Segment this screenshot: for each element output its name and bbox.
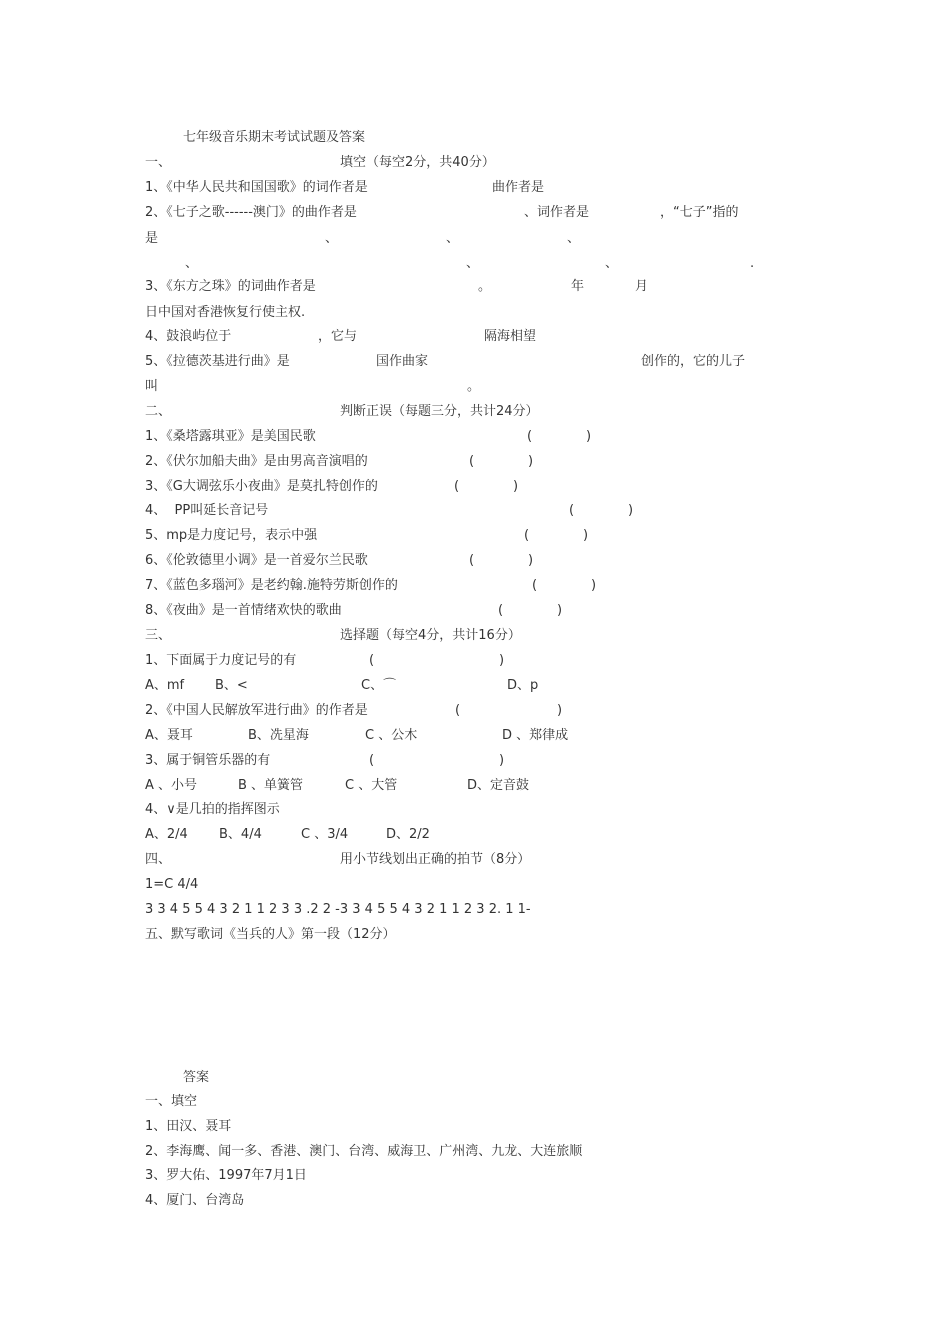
answer-paren-close: ) [499,653,505,668]
q4-text: 4、鼓浪屿位于 [145,329,232,344]
answer-paren-open: ( [469,553,475,568]
answer-paren-close: ) [557,603,563,618]
choice-option: B 、单簧管 [238,778,304,793]
q3-text: 3、《东方之珠》的词曲作者是 [145,279,316,294]
q3-text-c: 日中国对香港恢复行使主权. [145,305,306,320]
q5-text-d: 叫 [145,379,159,394]
judge-item: 1、《桑塔露琪亚》是美国民歌 [145,429,316,444]
judge-item: 5、mp是力度记号，表示中强 [145,528,318,543]
q5-period: 。 [467,379,481,394]
section1-heading: 填空（每空2分，共40分） [340,155,495,170]
q2-separator: 、 [466,256,480,271]
answer-paren-open: ( [498,603,504,618]
answer-paren-open: ( [454,479,460,494]
answer-line: 2、李海鹰、闻一多、香港、澳门、台湾、威海卫、广州湾、九龙、大连旅顺 [145,1144,583,1159]
choice-option: D 、郑律成 [502,728,569,743]
answer-paren-close: ) [628,503,634,518]
answer-line: 3、罗大佑、1997年7月1日 [145,1168,307,1183]
answer-paren-close: ) [557,703,563,718]
judge-item: 6、《伦敦德里小调》是一首爱尔兰民歌 [145,553,368,568]
choice-question: 2、《中国人民解放军进行曲》的作者是 [145,703,368,718]
judge-item: 2、《伏尔加船夫曲》是由男高音演唱的 [145,454,368,469]
answer-paren-open: ( [569,503,575,518]
section2-heading: 判断正误（每题三分，共计24分） [340,404,539,419]
section2-number: 二、 [145,404,172,419]
section3-heading: 选择题（每空4分，共计16分） [340,628,521,643]
q4-text-c: 隔海相望 [484,329,537,344]
choice-option: A、mf [145,678,185,693]
section1-number: 一、 [145,155,172,170]
q2-text-c: ，“七子”指的 [660,205,739,220]
answer-paren-open: ( [532,578,538,593]
q5-text-c: 创作的，它的儿子 [641,354,746,369]
answer-line: 一、填空 [145,1094,198,1109]
answer-paren-close: ) [513,479,519,494]
judge-item: 8、《夜曲》是一首情绪欢快的歌曲 [145,603,342,618]
choice-option: C 、3/4 [301,827,349,842]
q1-text: 1、《中华人民共和国国歌》的词作者是 [145,180,368,195]
section5-heading: 五、默写歌词《当兵的人》第一段（12分） [145,927,396,942]
answer-paren-close: ) [586,429,592,444]
q3-period: 。 [478,279,492,294]
section4-number: 四、 [145,852,172,867]
choice-option: C、⌒ [361,678,397,693]
q2-text-d: 是 [145,231,159,246]
q2-separator: 、 [605,256,619,271]
choice-option: A、2/4 [145,827,188,842]
q3-month: 月 [635,279,649,294]
choice-option: A、聂耳 [145,728,193,743]
judge-item: 7、《蓝色多瑙河》是老约翰.施特劳斯创作的 [145,578,398,593]
q2-separator: 、 [567,231,581,246]
choice-option: D、定音鼓 [467,778,530,793]
choice-option: A 、小号 [145,778,198,793]
choice-option: B、4/4 [219,827,262,842]
choice-question: 3、属于铜管乐器的有 [145,753,271,768]
q2-separator: . [750,256,755,271]
choice-option: C 、公木 [365,728,418,743]
q2-separator: 、 [185,256,199,271]
q2-separator: 、 [446,231,460,246]
answer-paren-open: ( [527,429,533,444]
answer-paren-close: ) [583,528,589,543]
choice-option: D、p [507,678,539,693]
answer-paren-close: ) [499,753,505,768]
q3-year: 年 [571,279,585,294]
answer-paren-close: ) [528,553,534,568]
q2-text-b: 、词作者是 [524,205,590,220]
choice-option: C 、大管 [345,778,398,793]
answer-line: 4、厦门、台湾岛 [145,1193,245,1208]
answer-line: 1、田汉、聂耳 [145,1119,232,1134]
answer-paren-open: ( [369,753,375,768]
answer-paren-close: ) [528,454,534,469]
answer-paren-open: ( [469,454,475,469]
choice-option: D、2/2 [386,827,430,842]
choice-question: 4、∨是几拍的指挥图示 [145,802,280,817]
notation-line: 3 3 4 5 5 4 3 2 1 1 2 3 3 .2 2 -3 3 4 5 5 4 3 2 1 1 2 3 2. 1 1- [145,902,531,917]
answer-paren-open: ( [455,703,461,718]
judge-item: 3、《G大调弦乐小夜曲》是莫扎特创作的 [145,479,378,494]
key-signature: 1=C 4/4 [145,877,199,892]
q4-text-b: ，它与 [318,329,358,344]
q2-separator: 、 [325,231,339,246]
q5-text-b: 国作曲家 [376,354,429,369]
choice-option: B、冼星海 [248,728,309,743]
answer-paren-close: ) [591,578,597,593]
q2-text: 2、《七子之歌------澳门》的曲作者是 [145,205,357,220]
section4-heading: 用小节线划出正确的拍节（8分） [340,852,531,867]
answers-title: 答案 [183,1070,210,1085]
answer-paren-open: ( [369,653,375,668]
section3-number: 三、 [145,628,172,643]
page-title: 七年级音乐期末考试试题及答案 [183,130,366,145]
answer-paren-open: ( [524,528,530,543]
choice-question: 1、下面属于力度记号的有 [145,653,297,668]
q1-text-b: 曲作者是 [492,180,545,195]
q5-text: 5、《拉德茨基进行曲》是 [145,354,290,369]
choice-option: B、< [215,678,248,693]
judge-item: 4、 PP叫延长音记号 [145,503,269,518]
